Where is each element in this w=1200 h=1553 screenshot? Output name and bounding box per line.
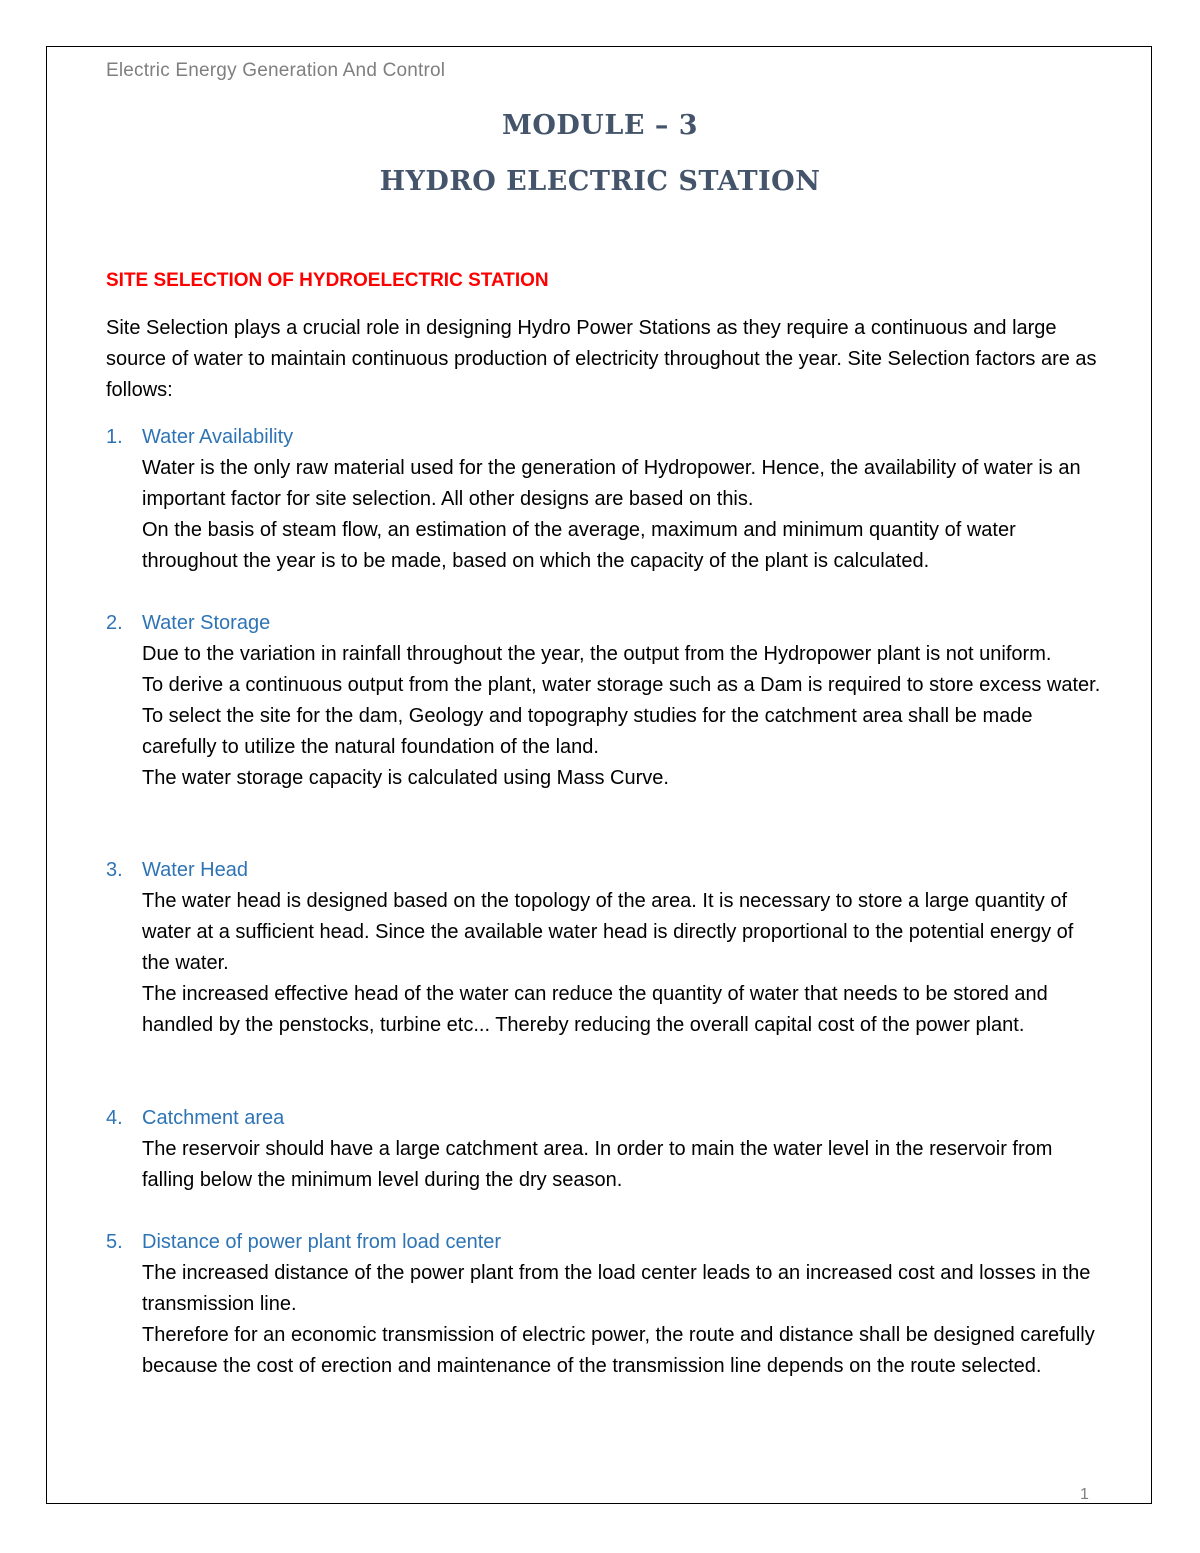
factor-body <box>142 1134 1106 1196</box>
factor-title: Water Storage <box>142 612 271 634</box>
page-number: 1 <box>1080 1486 1089 1503</box>
factor-title: Water Availability <box>142 426 294 448</box>
factor-number: 4. <box>106 1107 123 1129</box>
factor-heading <box>106 1103 1106 1134</box>
factor-paragraph: On the basis of steam flow, an estimation of the average, maximum and minimum quantity of water throughout the year is to be made, based on which the capacity of the plant is calculated. <box>142 519 1016 572</box>
factor-paragraph: The reservoir should have a large catchment area. In order to main the water level in the reservoir from falling below the minimum level during the dry season. <box>142 1138 1053 1191</box>
factor-body <box>142 886 1106 1041</box>
module-title: MODULE – 3 <box>501 110 699 141</box>
factor-heading <box>106 608 1106 639</box>
factor-water-storage <box>106 608 1106 794</box>
factor-heading <box>106 422 1106 453</box>
factor-paragraph: Water is the only raw material used for the generation of Hydropower. Hence, the availability of water is an important factor for site selection. All other designs are based on this. <box>142 457 1081 510</box>
factor-paragraph: The increased effective head of the water can reduce the quantity of water that needs to be stored and handled by the penstocks, turbine etc... Thereby reducing the overall capital cost of the power plant. <box>142 983 1048 1036</box>
factor-heading <box>106 855 1106 886</box>
module-subtitle: HYDRO ELECTRIC STATION <box>379 166 821 197</box>
factor-water-head <box>106 855 1106 1041</box>
factor-body <box>142 453 1106 577</box>
running-header: Electric Energy Generation And Control <box>106 60 446 81</box>
factor-number: 2. <box>106 612 123 634</box>
factor-paragraph: To derive a continuous output from the plant, water storage such as a Dam is required to store excess water. To select the site for the dam, Geology and topography studies for the catchment area shall be made carefully to utilize the natural foundation of the land. <box>142 674 1101 758</box>
factor-water-availability <box>106 422 1106 577</box>
factor-title: Distance of power plant from load center <box>142 1231 502 1253</box>
factor-paragraph: The water head is designed based on the topology of the area. It is necessary to store a large quantity of water at a sufficient head. Since the available water head is directly proportional to the potential energy of the water. <box>142 890 1074 974</box>
factor-paragraph: Therefore for an economic transmission of electric power, the route and distance shall be designed carefully because the cost of erection and maintenance of the transmission line depends on the route selected. <box>142 1324 1095 1377</box>
factor-body <box>142 639 1106 794</box>
factor-paragraph: Due to the variation in rainfall throughout the year, the output from the Hydropower plant is not uniform. <box>142 643 1052 665</box>
factor-number: 3. <box>106 859 123 881</box>
factor-number: 1. <box>106 426 123 448</box>
factor-body <box>142 1258 1106 1382</box>
factor-heading <box>106 1227 1106 1258</box>
factor-paragraph: The increased distance of the power plant from the load center leads to an increased cost and losses in the transmission line. <box>142 1262 1091 1315</box>
factor-distance-load-center <box>106 1227 1106 1382</box>
factor-paragraph: The water storage capacity is calculated using Mass Curve. <box>142 767 669 789</box>
section-heading: SITE SELECTION OF HYDROELECTRIC STATION <box>106 270 549 291</box>
factor-title: Water Head <box>142 859 248 881</box>
factor-catchment-area <box>106 1103 1106 1196</box>
intro-paragraph: Site Selection plays a crucial role in designing Hydro Power Stations as they require a continuous and large source of water to maintain continuous production of electricity throughout the year. Site Selection factors are as follows: <box>106 317 1097 401</box>
factor-number: 5. <box>106 1231 123 1253</box>
factor-title: Catchment area <box>142 1107 285 1129</box>
